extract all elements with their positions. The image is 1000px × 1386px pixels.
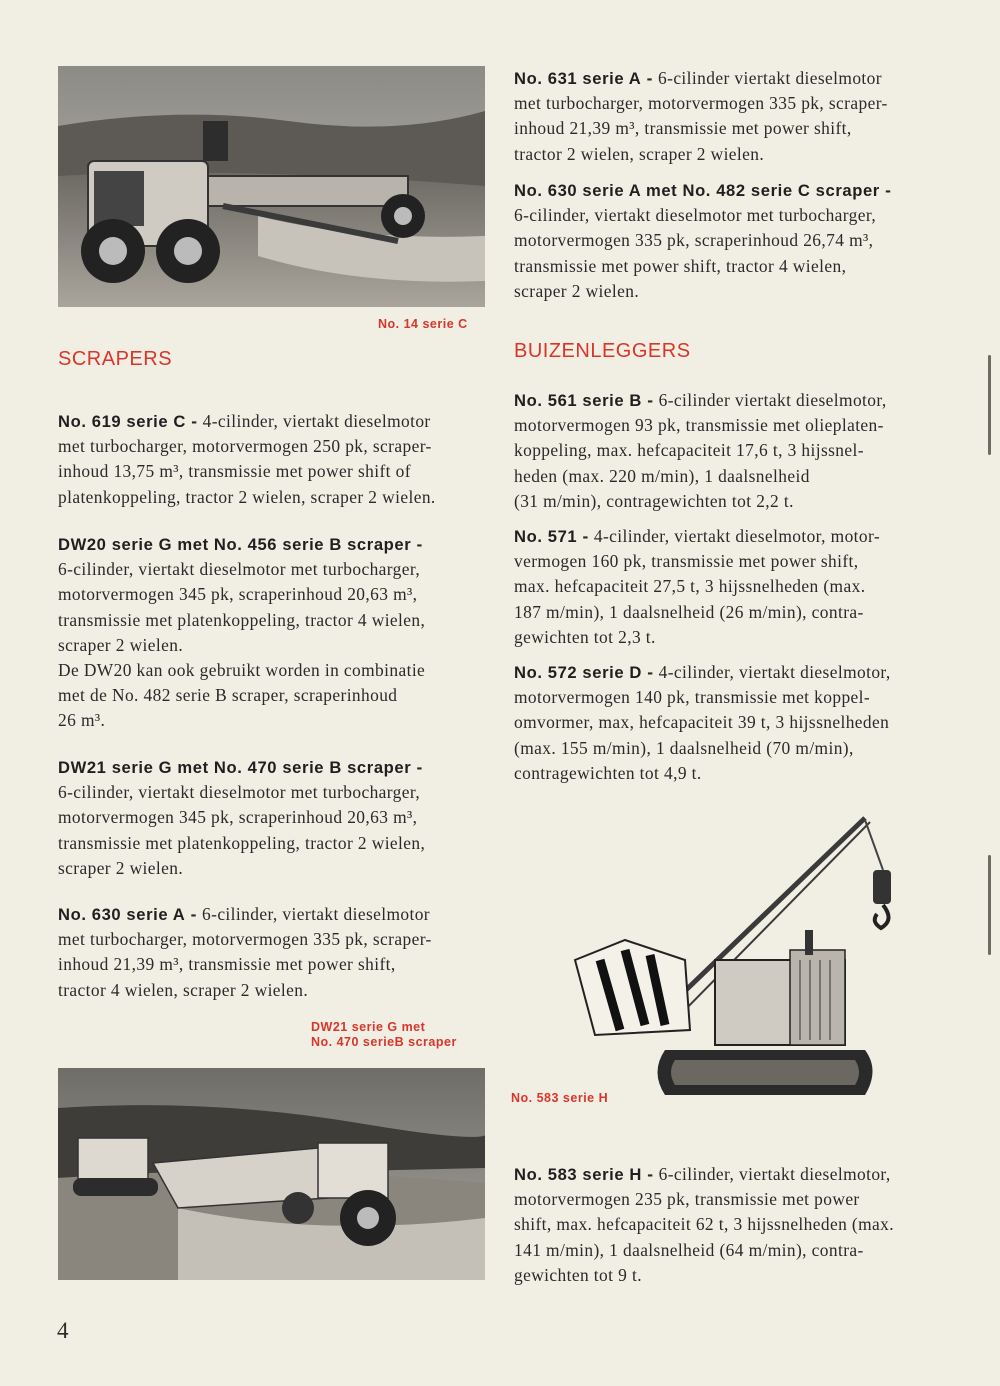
entry-line: transmissie met platenkoppeling, tractor 2 wielen, <box>58 832 426 853</box>
photo-no583-pipelayer <box>565 810 895 1115</box>
entry-line: 4-cilinder, viertakt dieselmotor, motor- <box>593 526 881 546</box>
entry-line: transmissie met platenkoppeling, tractor 4 wielen, <box>58 609 426 630</box>
photo-dw21-scraper <box>58 1068 485 1280</box>
entry-heading: No. 583 serie H <box>514 1165 642 1184</box>
entry-heading: DW21 serie G met No. 470 serie B scraper <box>58 758 412 777</box>
entry-no619 <box>58 409 484 510</box>
entry-line: scraper 2 wielen. <box>58 857 184 878</box>
entry-line: 4-cilinder, viertakt dieselmotor, <box>658 662 891 682</box>
entry-line: met turbocharger, motorvermogen 335 pk, scraper- <box>58 929 432 950</box>
entry-line: met turbocharger, motorvermogen 335 pk, scraper- <box>514 93 888 114</box>
separator: - <box>577 526 594 546</box>
entry-line: (max. 155 m/min), 1 daalsnelheid (70 m/min), <box>514 737 854 758</box>
entry-line: omvormer, max, hefcapaciteit 39 t, 3 hijssnelheden <box>514 712 890 733</box>
entry-heading: No. 572 serie D <box>514 663 642 682</box>
entry-no572 <box>514 660 942 786</box>
entry-heading: No. 571 <box>514 527 578 546</box>
photo-no14-serie-c <box>58 66 485 307</box>
caption-no583: No. 583 serie H <box>511 1091 609 1105</box>
entry-line: koppeling, max. hefcapaciteit 17,6 t, 3 hijssnel- <box>514 440 864 461</box>
entry-line: met turbocharger, motorvermogen 250 pk, scraper- <box>58 436 432 457</box>
caption-line: No. 470 serieB scraper <box>311 1035 457 1049</box>
entry-line: 6-cilinder, viertakt dieselmotor met turbocharger, <box>58 782 421 803</box>
entry-line: 6-cilinder viertakt dieselmotor <box>658 68 882 88</box>
entry-line: scraper 2 wielen. <box>514 280 640 301</box>
tractor-scraper-photo <box>58 66 485 307</box>
entry-line: 187 m/min), 1 daalsnelheid (26 m/min), contra- <box>514 601 864 622</box>
entry-no561 <box>514 388 942 514</box>
entry-line: scraper 2 wielen. <box>58 634 184 655</box>
entry-line: tractor 4 wielen, scraper 2 wielen. <box>58 979 309 1000</box>
staple-mark-top <box>988 355 991 455</box>
entry-no630-482 <box>514 178 942 304</box>
separator: - <box>641 662 659 682</box>
entry-line: 6-cilinder, viertakt dieselmotor <box>202 904 430 924</box>
entry-no630a <box>58 902 484 1003</box>
entry-line: 6-cilinder, viertakt dieselmotor met turbocharger, <box>514 205 877 226</box>
separator: - <box>185 904 203 924</box>
entry-line: 6-cilinder viertakt dieselmotor, <box>658 390 887 410</box>
entry-heading: No. 630 serie A <box>58 905 186 924</box>
entry-line: motorvermogen 93 pk, transmissie met olieplaten- <box>514 415 884 436</box>
entry-dw20 <box>58 532 484 734</box>
caption-line: DW21 serie G met <box>311 1020 426 1034</box>
entry-line: motorvermogen 235 pk, transmissie met power <box>514 1189 860 1210</box>
entry-line: 6-cilinder, viertakt dieselmotor, <box>658 1164 891 1184</box>
entry-line: 6-cilinder, viertakt dieselmotor met turbocharger, <box>58 559 421 580</box>
entry-dw21 <box>58 755 484 881</box>
section-heading-scrapers: SCRAPERS <box>58 348 173 370</box>
separator: - <box>641 390 659 410</box>
separator: - <box>185 411 203 431</box>
entry-line: 4-cilinder, viertakt dieselmotor <box>202 411 431 431</box>
separator: - <box>641 1164 659 1184</box>
entry-no583 <box>514 1162 942 1288</box>
entry-line: motorvermogen 345 pk, scraperinhoud 20,63 m³, <box>58 807 418 828</box>
scraper-fleet-photo <box>58 1068 485 1280</box>
entry-line: inhoud 21,39 m³, transmissie met power shift, <box>58 954 396 975</box>
entry-line: inhoud 13,75 m³, transmissie met power shift of <box>58 461 411 482</box>
entry-line: motorvermogen 335 pk, scraperinhoud 26,74 m³, <box>514 230 874 251</box>
entry-line: platenkoppeling, tractor 2 wielen, scraper 2 wielen. <box>58 486 436 507</box>
separator: - <box>879 180 892 200</box>
entry-line: motorvermogen 345 pk, scraperinhoud 20,63 m³, <box>58 584 418 605</box>
entry-line: 26 m³. <box>58 710 106 731</box>
entry-line: tractor 2 wielen, scraper 2 wielen. <box>514 143 765 164</box>
section-heading-buizenleggers: BUIZENLEGGERS <box>514 340 691 362</box>
entry-line: motorvermogen 140 pk, transmissie met koppel- <box>514 687 871 708</box>
entry-heading: No. 631 serie A <box>514 69 642 88</box>
entry-line: inhoud 21,39 m³, transmissie met power shift, <box>514 118 852 139</box>
entry-heading: No. 561 serie B <box>514 391 642 410</box>
caption-no14: No. 14 serie C <box>378 317 468 331</box>
entry-line: (31 m/min), contragewichten tot 2,2 t. <box>514 490 794 511</box>
separator: - <box>411 534 423 554</box>
entry-line: transmissie met power shift, tractor 4 wielen, <box>514 255 847 276</box>
entry-line: gewichten tot 2,3 t. <box>514 626 656 647</box>
page-number: 4 <box>57 1318 69 1343</box>
pipelayer-illustration <box>565 810 895 1115</box>
separator: - <box>411 757 423 777</box>
entry-line: met de No. 482 serie B scraper, scraperinhoud <box>58 685 398 706</box>
entry-line: max. hefcapaciteit 27,5 t, 3 hijssnelheden (max. <box>514 576 866 597</box>
staple-mark-bottom <box>988 855 991 955</box>
entry-line: 141 m/min), 1 daalsnelheid (64 m/min), contra- <box>514 1239 864 1260</box>
entry-line: heden (max. 220 m/min), 1 daalsnelheid <box>514 465 810 486</box>
entry-line: shift, max. hefcapaciteit 62 t, 3 hijssnelheden (max. <box>514 1214 895 1235</box>
caption-dw21 <box>311 1020 457 1050</box>
separator: - <box>641 68 659 88</box>
entry-line: vermogen 160 pk, transmissie met power shift, <box>514 551 859 572</box>
entry-line: contragewichten tot 4,9 t. <box>514 762 702 783</box>
entry-line: De DW20 kan ook gebruikt worden in combinatie <box>58 660 426 681</box>
entry-no571 <box>514 524 942 650</box>
entry-heading: No. 630 serie A met No. 482 serie C scraper <box>514 181 880 200</box>
entry-heading: DW20 serie G met No. 456 serie B scraper <box>58 535 412 554</box>
entry-line: gewichten tot 9 t. <box>514 1264 642 1285</box>
entry-heading: No. 619 serie C <box>58 412 186 431</box>
entry-no631 <box>514 66 942 167</box>
